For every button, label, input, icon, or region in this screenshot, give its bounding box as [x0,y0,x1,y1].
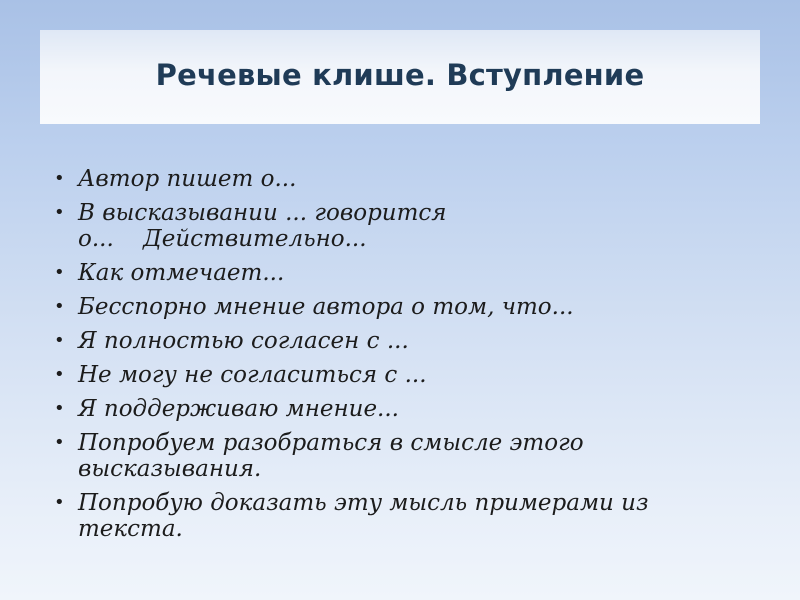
item-text: о... Действительно... [78,226,367,252]
list-item [50,362,750,388]
bullet-icon: • [54,202,65,223]
bullet-icon: • [54,296,65,317]
item-text: Автор пишет о... [78,166,297,192]
item-text: Я полностью согласен с ... [78,328,409,354]
item-text: Бесспорно мнение автора о том, что... [78,294,574,320]
bullet-icon: • [54,398,65,419]
item-text: высказывания. [78,456,262,482]
bullet-list [50,166,750,542]
item-text: текста. [78,516,183,542]
title-box [40,30,760,124]
slide-title: Речевые клише. Вступление [155,58,645,92]
list-item [50,166,750,192]
list-item [50,200,750,252]
bullet-icon: • [54,364,65,385]
list-item [50,490,750,542]
list-item [50,430,750,482]
bullet-icon: • [54,262,65,283]
item-text: В высказывании ... говорится [78,200,447,226]
bullet-icon: • [54,330,65,351]
item-text: Не могу не согласиться с ... [78,362,427,388]
slide-content [50,166,750,550]
list-item [50,260,750,286]
bullet-icon: • [54,168,65,189]
bullet-icon: • [54,492,65,513]
list-item [50,396,750,422]
item-text: Как отмечает... [78,260,285,286]
bullet-icon: • [54,432,65,453]
list-item [50,328,750,354]
list-item [50,294,750,320]
item-text: Попробую доказать эту мысль примерами из [78,490,649,516]
item-text: Попробуем разобраться в смысле этого [78,430,584,456]
item-text: Я поддерживаю мнение... [78,396,399,422]
